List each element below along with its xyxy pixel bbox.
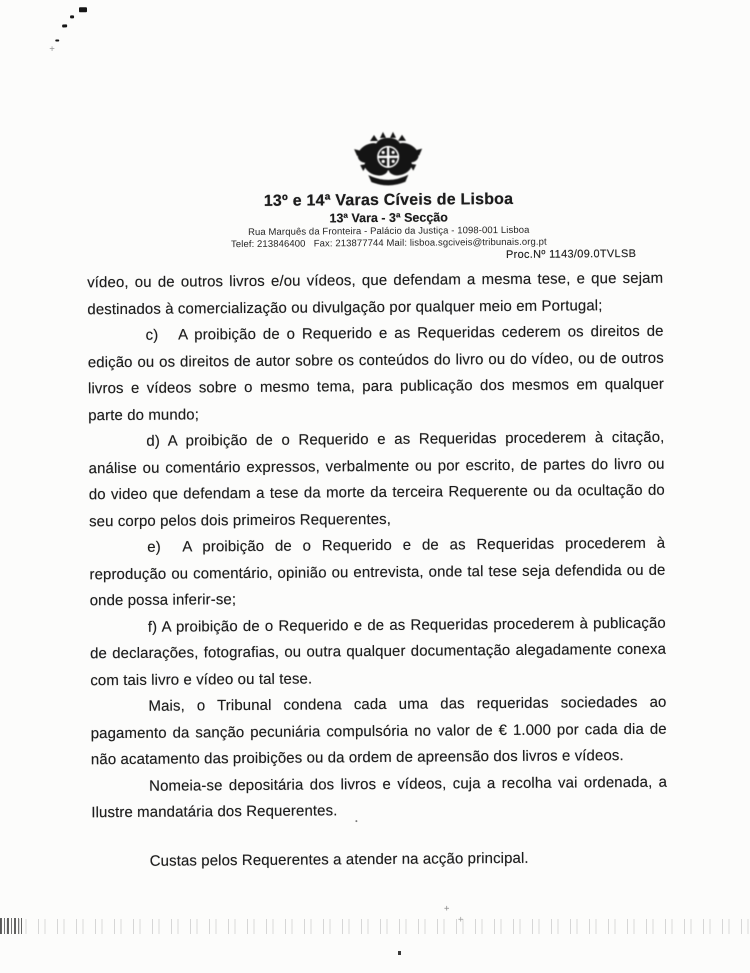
- scan-noise-edge: [0, 918, 22, 934]
- pen-mark: [62, 24, 67, 27]
- court-section: 13ª Vara - 3ª Secção: [329, 210, 448, 226]
- pen-mark: +: [49, 44, 55, 55]
- paragraph-sanction: Mais, o Tribunal condena cada uma das requeridas sociedades ao pagamento da sanção pecuniária compulsória no valor de € 1.000 por cada dia de não acatamento das proibições ou da ordem de apreensão dos livros e vídeos.: [90, 693, 667, 769]
- pen-mark: [79, 7, 87, 12]
- decision-text: [87, 266, 668, 876]
- scan-noise-band: [0, 919, 750, 934]
- paragraph-item-c: c) A proibição de o Requerido e as Requeridas cederem os direitos de edição ou os direitos de autor sobre os conteúdos do livro ou do vídeo, ou de outros livros e vídeos sobre o mesmo tema, para publicação dos mesmos em qualquer parte do mundo;: [87, 322, 665, 424]
- court-contacts: Telef: 213846400 Fax: 213877744 Mail: lisboa.sgciveis@tribunais.org.pt: [230, 236, 547, 251]
- paragraph-depositary: Nomeia-se depositária dos livros e vídeos, cuja a recolha vai ordenada, a Ilustre mandatária dos Requerentes.: [91, 773, 668, 822]
- pen-mark: [70, 15, 74, 18]
- paragraph-item-e: e) A proibição de o Requerido e de as Requeridas procederem à reprodução ou comentário, opinião ou entrevista, onde tal tese seja defendida ou de onde possa inferir-se;: [89, 534, 666, 610]
- portugal-coat-of-arms-icon: [350, 131, 426, 190]
- pen-mark: [55, 39, 59, 41]
- paragraph-item-d: d) A proibição de o Requerido e as Requeridas procederem à citação, análise ou comentário expressos, verbalmente ou por escrito, de partes do livro ou do video que defendam a tese da morte da terceira Requerente ou da ocultação do seu corpo pelos dois primeiros Requerentes,: [88, 428, 665, 530]
- paragraph-continuation: vídeo, ou de outros livros e/ou vídeos, que defendam a mesma tese, e que sejam destinados à comercialização ou divulgação por qualquer meio em Portugal;: [87, 269, 664, 318]
- paragraph-costs: Custas pelos Requerentes a atender na acção principal.: [149, 849, 529, 870]
- paragraph-item-f: f) A proibição de o Requerido e de as Requeridas procederem à publicação de declarações, fotografias, ou outra qualquer documentação alegadamente conexa com tais livro e vídeo ou tal tese.: [90, 614, 667, 689]
- court-letterhead: [28, 128, 749, 252]
- pen-mark: +: [458, 915, 464, 925]
- scan-speck: [355, 820, 357, 822]
- scan-speck: [398, 951, 401, 955]
- court-title: 13º e 14ª Varas Cíveis de Lisboa: [263, 190, 514, 210]
- pen-mark: +: [444, 904, 450, 914]
- court-address: Rua Marquês da Fronteira - Palácio da Justiça - 1098-001 Lisboa: [248, 224, 530, 238]
- case-number: Proc.Nº 1143/09.0TVLSB: [505, 247, 637, 261]
